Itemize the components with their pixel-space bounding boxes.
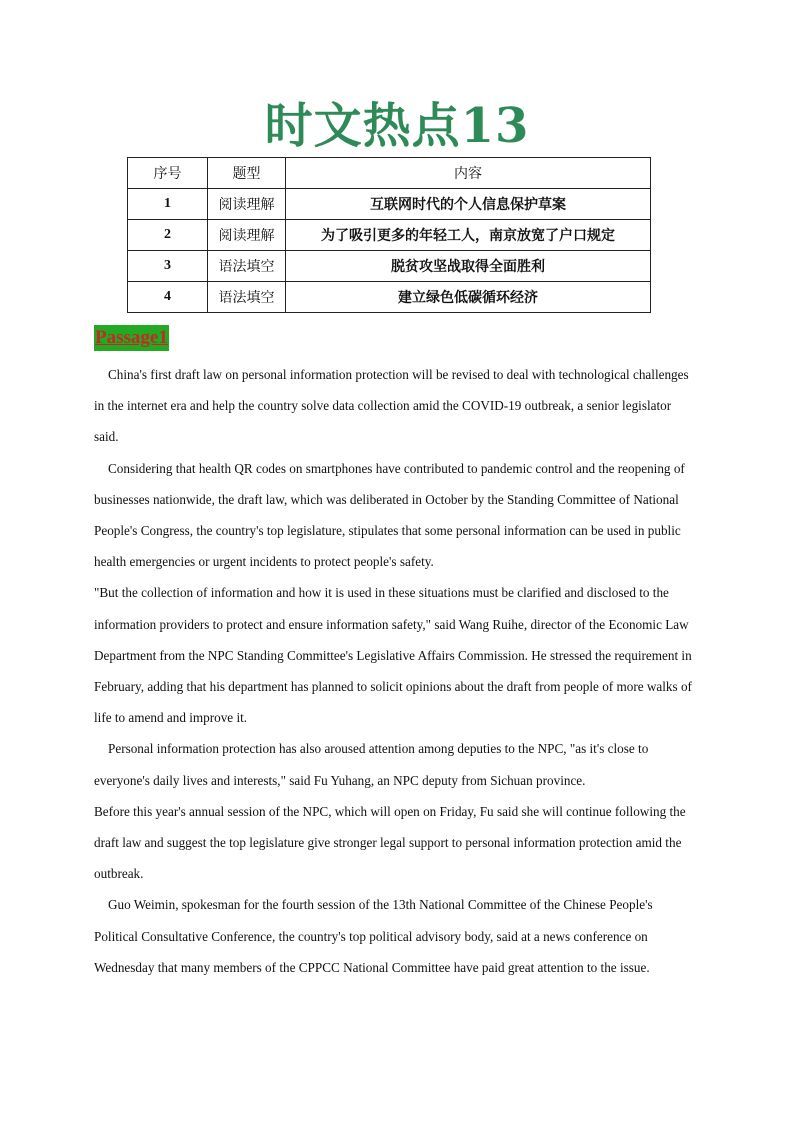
row-type: 阅读理解 [208,189,286,220]
paragraph: Personal information protection has also aroused attention among deputies to the NPC, "as it's close to everyone's daily lives and interests," said Fu Yuhang, an NPC deputy from Sichuan province. [94,741,649,788]
row-content: 互联网时代的个人信息保护草案 [286,189,651,220]
column-header-content: 内容 [286,158,651,189]
row-type: 阅读理解 [208,220,286,251]
page-title: 时文热点13 [264,98,530,154]
row-number: 4 [128,282,208,313]
column-header-type: 题型 [208,158,286,189]
row-number: 2 [128,220,208,251]
row-content: 建立绿色低碳循环经济 [286,282,651,313]
table-row [128,189,651,220]
row-content: 为了吸引更多的年轻工人，南京放宽了户口规定 [286,220,651,251]
paragraph: China's first draft law on personal information protection will be revised to deal with technological challenges in the internet era and help the country solve data collection amid the COVID-19 outbreak, a senior legislator said. [94,367,689,445]
table-row [128,282,651,313]
passage-body [94,359,694,983]
paragraph: Considering that health QR codes on smartphones have contributed to pandemic control and the reopening of businesses nationwide, the draft law, which was deliberated in October by the Standing Committee of National People's Congress, the country's top legislature, stipulates that some personal information can be used in public health emergencies or urgent incidents to protect people's safety. [94,460,685,570]
table-header-row [128,158,651,189]
table-row [128,251,651,282]
passage-label: Passage1 [94,325,169,351]
row-content: 脱贫攻坚战取得全面胜利 [286,251,651,282]
column-header-number: 序号 [128,158,208,189]
paragraph: Before this year's annual session of the NPC, which will open on Friday, Fu said she will continue following the draft law and suggest the top legislature give stronger legal support to personal information protection amid the outbreak. [94,803,686,882]
row-type: 语法填空 [208,282,286,313]
row-number: 1 [128,189,208,220]
row-number: 3 [128,251,208,282]
row-type: 语法填空 [208,251,286,282]
paragraph: "But the collection of information and how it is used in these situations must be clarified and disclosed to the information providers to protect and ensure information safety," said Wang Ruihe, director of the Economic Law Department from the NPC Standing Committee's Legislative Affairs Commission. He stressed the requirement in February, adding that his department has planned to solicit opinions about the draft from people of more walks of life to amend and improve it. [94,585,692,726]
paragraph: Guo Weimin, spokesman for the fourth session of the 13th National Committee of the Chinese People's Political Consultative Conference, the country's top political advisory body, said at a news conference on Wednesday that many members of the CPPCC National Committee have paid great attention to the issue. [94,897,653,975]
table-row [128,220,651,251]
topics-table [127,157,651,313]
